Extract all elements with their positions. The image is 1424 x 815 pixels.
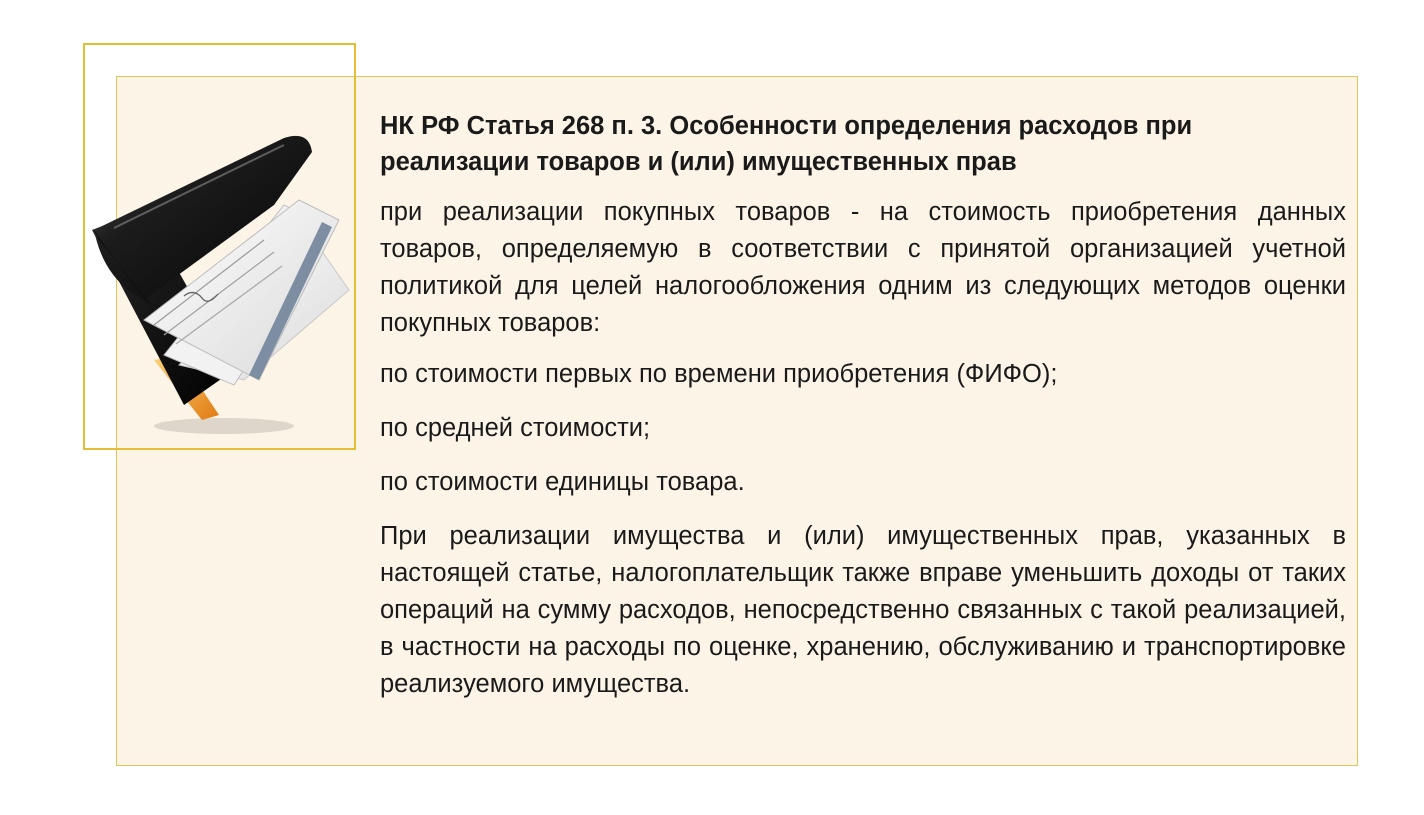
article-text [380,108,1346,717]
paragraph-fifo: по стоимости первых по времени приобретения (ФИФО); [380,360,1058,388]
paragraph-average-cost: по средней стоимости; [380,414,651,442]
paragraph-purchased-goods: при реализации покупных товаров - на стоимость приобретения данных товаров, определяемую в соответствии с принятой организацией учетной политикой для целей налогообложения одним из следующих методов оценки покупных товаров: [380,198,1346,337]
decorative-frame [83,43,356,450]
paragraph-unit-cost: по стоимости единицы товара. [380,468,745,496]
article-title: НК РФ Статья 268 п. 3. Особенности определения расходов при реализации товаров и (или) имущественных прав [380,112,1193,176]
paragraph-property-sale: При реализации имущества и (или) имущественных прав, указанных в настоящей статье, налогоплательщик также вправе уменьшить доходы от таких операций на сумму расходов, непосредственно связанных с такой реализацией, в частности на расходы по оценке, хранению, обслуживанию и транспортировке реализуемого имущества. [380,522,1346,698]
